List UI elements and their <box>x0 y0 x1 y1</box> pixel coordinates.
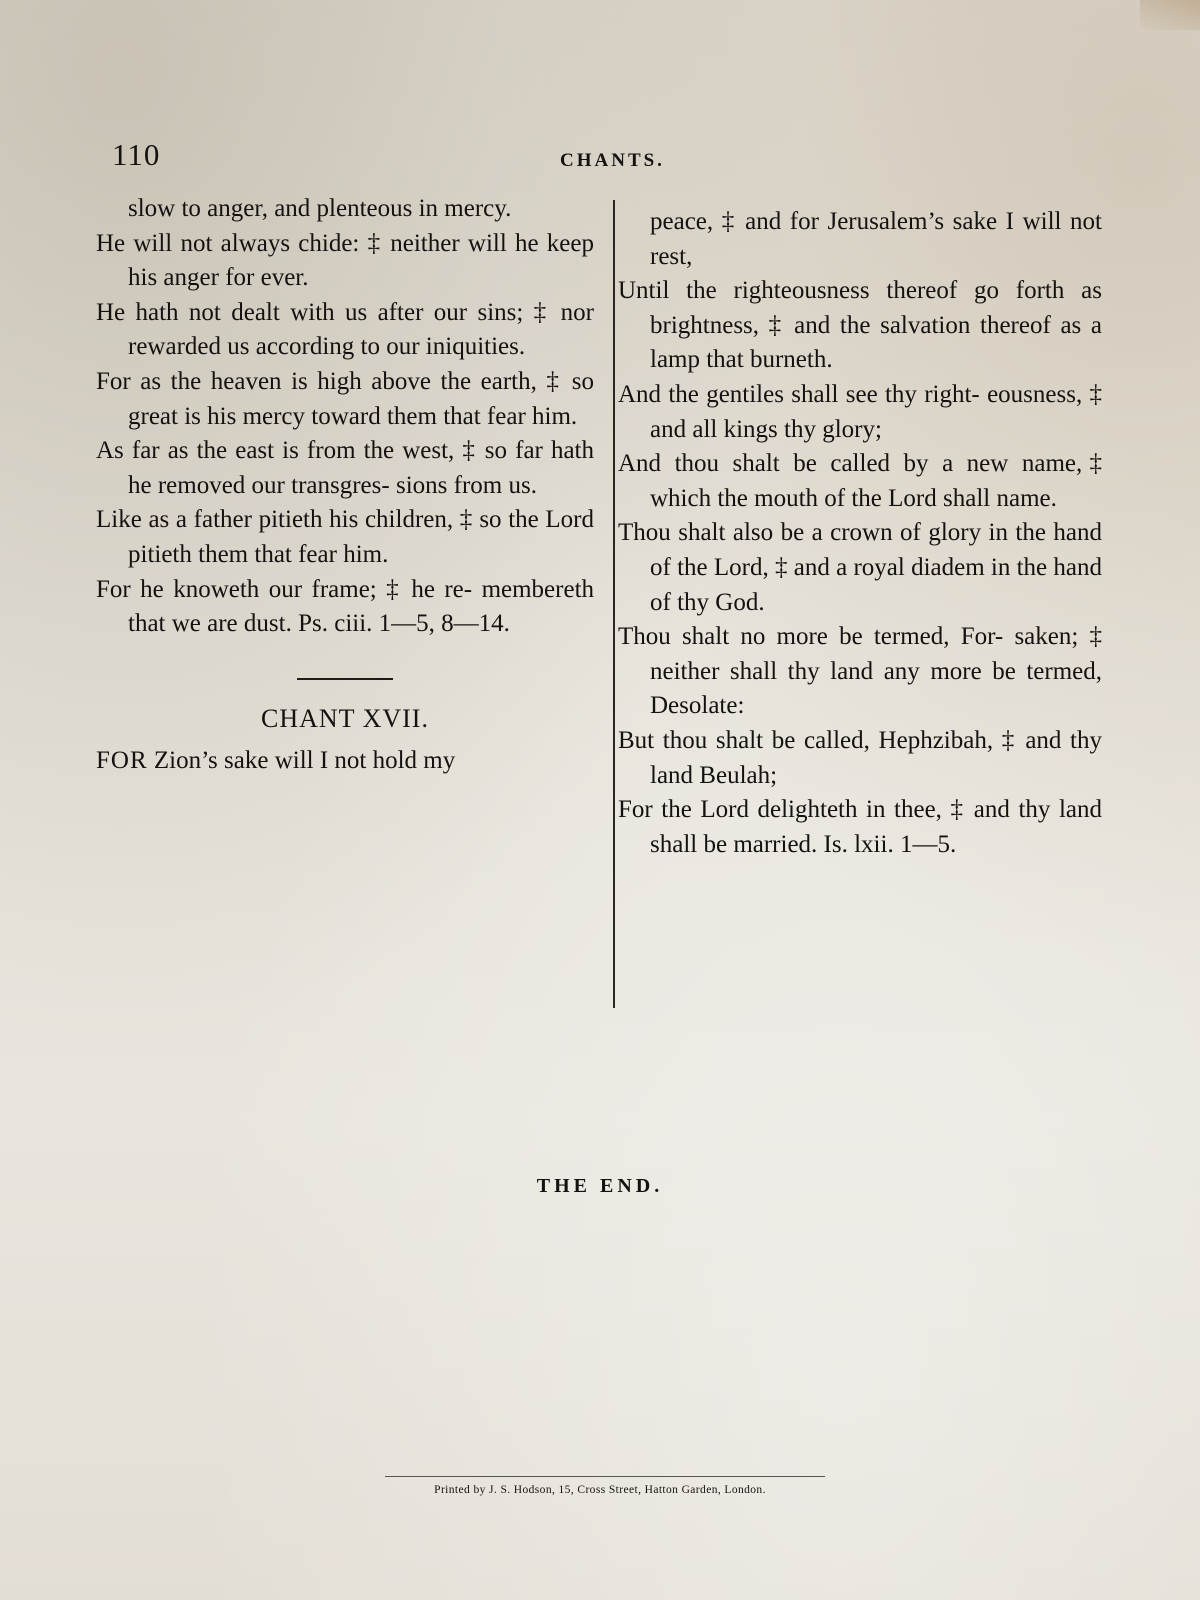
verse <box>96 573 594 642</box>
chant-first-line <box>96 744 594 779</box>
chant-first-word: FOR <box>96 747 148 775</box>
verse-line: For the Lord delighteth in thee, ‡ and <box>618 796 1010 824</box>
verse-line: For as the heaven is high above the <box>96 367 472 395</box>
verse-line: Thou shalt no more be termed, For- <box>618 623 1004 651</box>
page-number: 110 <box>112 137 161 172</box>
verse-line: For he knoweth our frame; ‡ he re- <box>96 575 473 603</box>
verse-line: peace, ‡ and for Jerusalem’s sake I <box>650 208 1015 235</box>
verse <box>618 620 1102 724</box>
verse-line: royal diadem in the hand of thy <box>650 553 1103 616</box>
verse-line: will he keep his anger for ever. <box>128 229 595 292</box>
verse-line: And thou shalt be called by a new <box>618 450 1009 478</box>
verse <box>96 365 594 434</box>
verse-line: so the Lord pitieth them that fear <box>128 506 594 568</box>
verse-line: more be termed, Desolate: <box>650 657 1103 720</box>
verse-line: will not rest, <box>650 208 1103 270</box>
verse <box>618 274 1102 378</box>
verse-line: name,‡ which the mouth of the Lord <box>650 450 1102 512</box>
verse <box>618 516 1102 620</box>
verse-line: as brightness, ‡ and the salvation <box>650 277 1102 339</box>
verse-line: As far as the east is from the west, ‡ so <box>96 437 508 465</box>
left-verses <box>96 192 594 642</box>
verse-line: sins; ‡ nor rewarded us according to <box>128 298 594 361</box>
verse-line: him. <box>343 540 389 568</box>
verse-line: slow to anger, and plenteous in <box>128 195 439 222</box>
verse-line: Like as a father pitieth his children, ‡ <box>96 506 473 534</box>
verse <box>96 227 594 296</box>
verse-line: our iniquities. <box>386 333 526 361</box>
verse <box>96 434 594 503</box>
verse-line: Thou shalt also be a crown of glory <box>618 519 982 547</box>
left-column <box>96 192 594 779</box>
verse <box>96 296 594 365</box>
verse-line: earth, ‡ so great is his mercy toward <box>128 367 594 430</box>
verse-line: far hath he removed our transgres- <box>128 437 594 499</box>
verse-line: saken; ‡ neither shall thy land any <box>650 623 1103 685</box>
verse-line: in the hand of the Lord, ‡ and a <box>650 519 1102 581</box>
verse <box>618 447 1102 516</box>
chant-heading: CHANT XVII. <box>261 703 429 733</box>
verse-line: sions from us. <box>395 471 537 499</box>
verse-line: God. <box>715 588 765 616</box>
verse <box>618 793 1102 862</box>
verse-line: eousness, ‡ and all kings thy glory; <box>650 380 1102 443</box>
verse-line: them that fear him. <box>386 402 578 430</box>
chant-first-line-rest: Zion’s sake will I not hold my <box>147 747 456 775</box>
printer-rule <box>385 1476 825 1477</box>
right-column <box>618 205 1102 862</box>
verse-line: And the gentiles shall see thy right- <box>618 380 980 408</box>
verse <box>96 192 594 227</box>
verse-line: thy land shall be married. Is. lxii. <box>650 796 1102 858</box>
verse-line: Until the righteousness thereof go forth <box>618 277 1065 305</box>
running-head: CHANTS. <box>560 150 665 171</box>
verse-line: ciii. 1—5, 8—14. <box>334 610 510 638</box>
printer-imprint: Printed by J. S. Hodson, 15, Cross Street, Hatton Garden, London. <box>434 1484 766 1496</box>
verse <box>96 503 594 572</box>
verse-line: 1—5. <box>899 830 957 858</box>
verse-line: But thou shalt be called, Hephzibah, ‡ <box>618 726 1017 754</box>
the-end-label: THE END. <box>536 1175 664 1197</box>
verse-line: mercy. <box>444 195 512 222</box>
verse <box>618 205 1102 274</box>
section-break-rule <box>297 678 393 680</box>
verse <box>618 724 1102 793</box>
verse <box>618 378 1102 447</box>
column-divider <box>613 200 615 1008</box>
verse-line: He will not always chide: ‡ neither <box>96 229 460 257</box>
verse-line: He hath not dealt with us after our <box>96 298 468 326</box>
verse-line: and thy land Beulah; <box>650 726 1103 789</box>
verse-line: thereof as a lamp that burneth. <box>650 311 1103 374</box>
right-verses <box>618 205 1102 862</box>
verse-line: membereth that we are dust. Ps. <box>128 575 595 638</box>
verse-line: shall name. <box>943 484 1057 512</box>
